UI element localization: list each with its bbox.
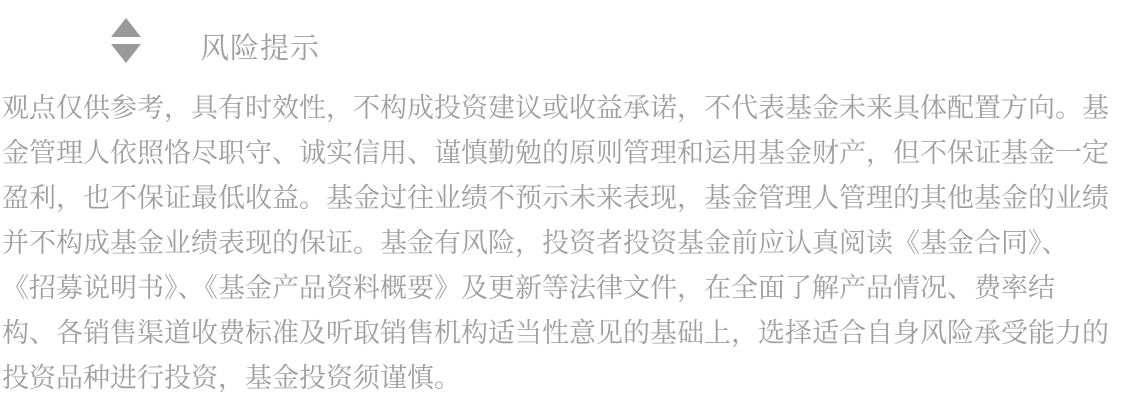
- disclaimer-text: [0, 86, 1127, 401]
- arrow-up-icon[interactable]: [111, 18, 141, 37]
- disclaimer-line: 投资品种进行投资，基金投资须谨慎。: [2, 363, 461, 393]
- disclaimer-line: 金管理人依照恪尽职守、诚实信用、谨慎勤勉的原则管理和运用基金财产，但不保证基金一定: [2, 138, 1109, 168]
- section-header: [0, 0, 1127, 86]
- disclaimer-line: 《招募说明书》、《基金产品资料概要》及更新等法律文件，在全面了解产品情况、费率结: [2, 273, 1055, 303]
- section-title: 风险提示: [200, 33, 321, 65]
- sort-arrows-icon[interactable]: [111, 18, 141, 63]
- disclaimer-line: 盈利，也不保证最低收益。基金过往业绩不预示未来表现，基金管理人管理的其他基金的业绩: [2, 183, 1109, 213]
- disclaimer-line: 构、各销售渠道收费标准及听取销售机构适当性意见的基础上，选择适合自身风险承受能力的: [2, 318, 1109, 348]
- disclaimer-line: 并不构成基金业绩表现的保证。基金有风险，投资者投资基金前应认真阅读《基金合同》、: [2, 228, 1069, 258]
- disclaimer-line: 观点仅供参考，具有时效性，不构成投资建议或收益承诺，不代表基金未来具体配置方向。基: [2, 93, 1109, 123]
- arrow-down-icon[interactable]: [111, 44, 141, 63]
